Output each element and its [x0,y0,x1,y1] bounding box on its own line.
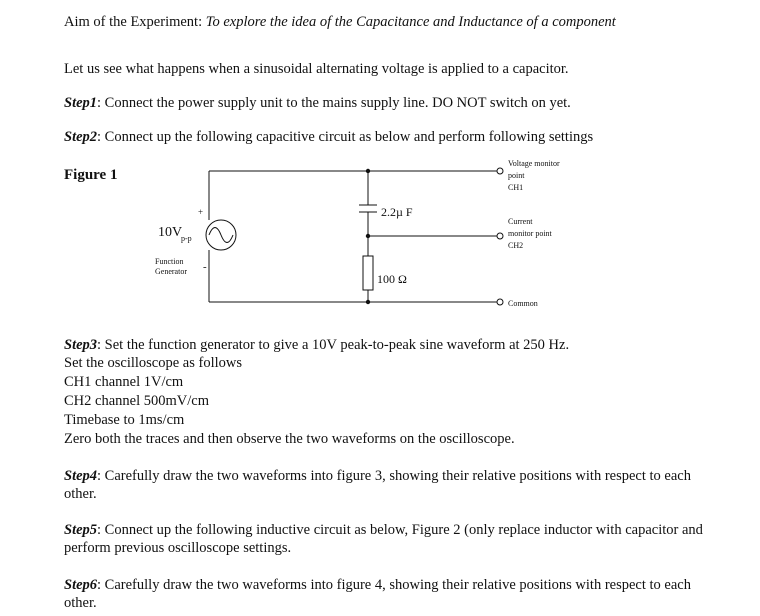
aim-text: To explore the idea of the Capacitance and Inductance of a component [205,14,616,30]
step6-text: : Carefully draw the two waveforms into figure 4, showing their relative positions with respect to each other. [64,577,691,611]
step6 [64,576,704,612]
step5-text: : Connect up the following inductive circuit as below, Figure 2 (only replace inductor with capacitor and perform previous oscilloscope settings. [64,522,703,556]
step3-line-2: CH1 channel 1V/cm [64,374,184,390]
step1-label: Step1 [64,95,98,111]
step3-line-5: Zero both the traces and then observe the two waveforms on the oscilloscope. [64,431,515,447]
source-voltage: 10V [158,225,183,240]
ch2-label-2: monitor point [508,229,552,238]
common-label: Common [508,299,538,308]
plus-sign: + [198,207,204,217]
ch2-terminal-icon [497,233,503,239]
step6-label: Step6 [64,577,98,593]
step3-line-4: Timebase to 1ms/cm [64,412,185,428]
step4-text: : Carefully draw the two waveforms into figure 3, showing their relative positions with respect to each other. [64,468,691,502]
resistor-icon [363,256,373,290]
junction-dot-bottom [366,300,370,304]
figure-label: Figure 1 [64,167,118,183]
step3-text: : Set the function generator to give a 10V peak-to-peak sine waveform at 250 Hz. [97,337,570,353]
ch1-label-1: Voltage monitor [508,159,560,168]
common-terminal-icon [497,299,503,305]
minus-sign: - [203,261,207,273]
resistor-label: 100 Ω [377,272,407,286]
generator-label-2: Generator [155,267,187,276]
ch2-label-1: Current [508,217,533,226]
step5-label: Step5 [64,522,98,538]
step2-text: : Connect up the following capacitive circuit as below and perform following settings [97,129,594,145]
step1-text: : Connect the power supply unit to the mains supply line. DO NOT switch on yet. [97,95,571,111]
intro-text: Let us see what happens when a sinusoidal alternating voltage is applied to a capacitor. [64,61,569,77]
step3-label: Step3 [64,337,98,353]
generator-label-1: Function [155,257,184,266]
ch2-label-3: CH2 [508,241,524,250]
aim-lead: Aim of the Experiment: [64,14,203,30]
ch1-terminal-icon [497,168,503,174]
step3-line-1: Set the oscilloscope as follows [64,355,243,371]
junction-dot-mid [366,234,370,238]
ch1-label-3: CH1 [508,183,524,192]
step4 [64,467,704,503]
ch1-label-2: point [508,171,525,180]
step4-label: Step4 [64,468,98,484]
step5 [64,521,704,557]
sine-wave-icon [209,228,233,243]
step2-label: Step2 [64,129,98,145]
step3-line-3: CH2 channel 500mV/cm [64,393,209,409]
capacitor-label: 2.2µ F [381,205,413,219]
junction-dot-top [366,169,370,173]
source-voltage-sub: p-p [181,234,192,243]
step3 [64,336,569,354]
